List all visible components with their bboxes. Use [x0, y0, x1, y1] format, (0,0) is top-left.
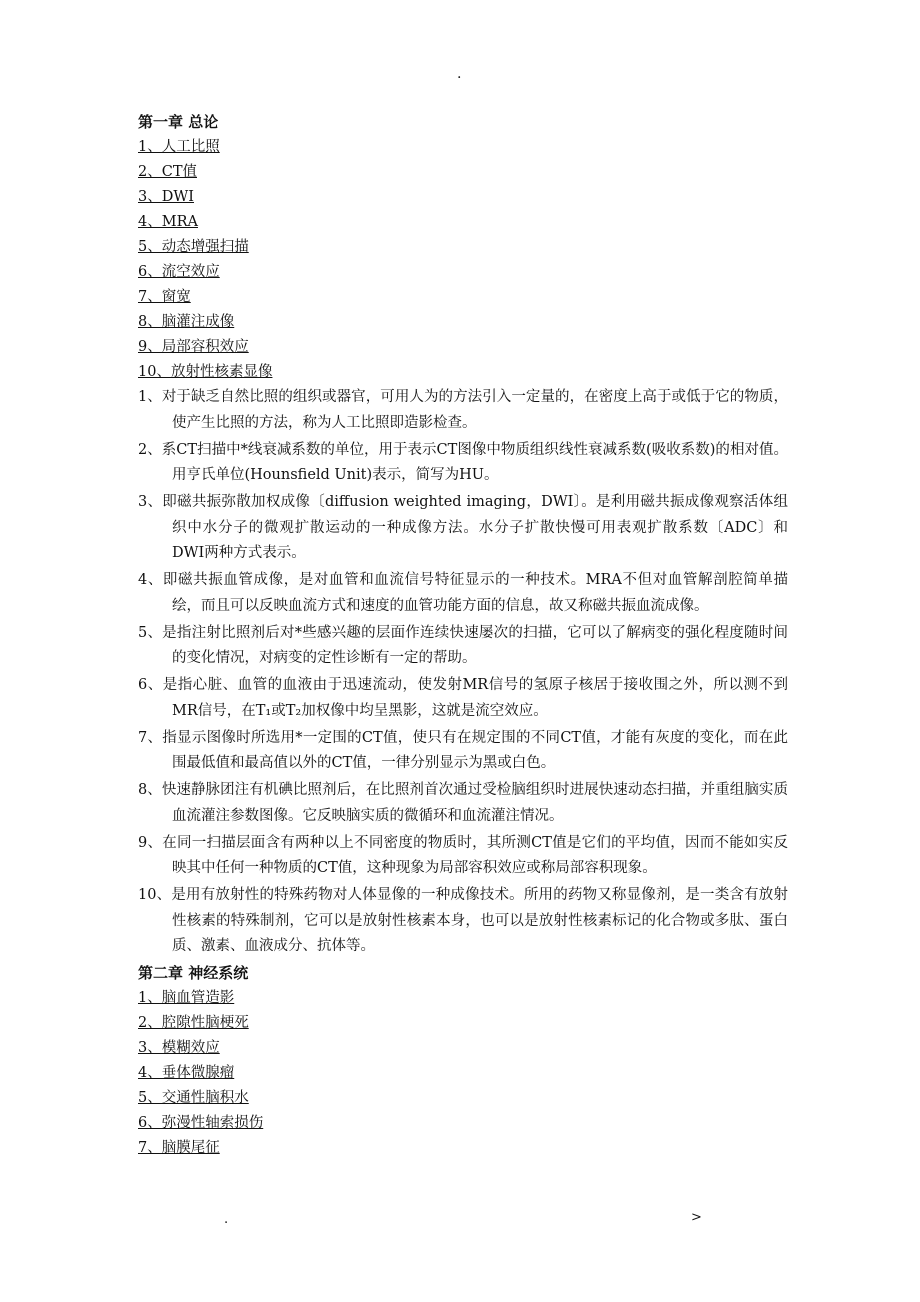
definition-item: 1、对于缺乏自然比照的组织或器官，可用人为的方法引入一定量的，在密度上高于或低于它的物质，使产生比照的方法，称为人工比照即造影检查。 — [138, 389, 788, 431]
term-item[interactable]: 3、DWI — [138, 189, 194, 205]
term-item[interactable]: 5、动态增强扫描 — [138, 239, 249, 255]
term-item[interactable]: 6、流空效应 — [138, 264, 220, 280]
document-body — [138, 110, 788, 1161]
term-item[interactable]: 3、模糊效应 — [138, 1040, 220, 1056]
term-item[interactable]: 7、脑膜尾征 — [138, 1140, 220, 1156]
chapter1-definitions — [138, 385, 788, 960]
footer-mark-left: . — [224, 1212, 229, 1227]
chapter1-title: 第一章 总论 — [138, 113, 219, 131]
definition-item: 7、指显示图像时所选用*一定围的CT值，使只有在规定围的不同CT值，才能有灰度的变化，而在此围最低值和最高值以外的CT值，一律分别显示为黑或白色。 — [138, 729, 788, 771]
chapter1-terms — [138, 135, 788, 385]
footer-mark-right: > — [691, 1210, 702, 1225]
definition-item: 5、是指注射比照剂后对*些感兴趣的层面作连续快速屡次的扫描，它可以了解病变的强化程度随时间的变化情况，对病变的定性诊断有一定的帮助。 — [138, 624, 788, 666]
definition-item: 10、是用有放射性的特殊药物对人体显像的一种成像技术。所用的药物又称显像剂，是一类含有放射性核素的特殊制剂，它可以是放射性核素本身，也可以是放射性核素标记的化合物或多肽、蛋白质、激素、血液成分、抗体等。 — [138, 887, 788, 954]
definition-item: 4、即磁共振血管成像，是对血管和血流信号特征显示的一种技术。MRA不但对血管解剖腔简单描绘，而且可以反映血流方式和速度的血管功能方面的信息，故又称磁共振血流成像。 — [138, 572, 788, 614]
term-item[interactable]: 7、窗宽 — [138, 289, 191, 305]
term-item[interactable]: 10、放射性核素显像 — [138, 364, 273, 380]
chapter2-title: 第二章 神经系统 — [138, 964, 249, 982]
definition-item: 8、快速静脉团注有机碘比照剂后，在比照剂首次通过受检脑组织时进展快速动态扫描，并重组脑实质血流灌注参数图像。它反映脑实质的微循环和血流灌注情况。 — [138, 782, 788, 824]
term-item[interactable]: 2、CT值 — [138, 164, 197, 180]
term-item[interactable]: 4、垂体微腺瘤 — [138, 1065, 235, 1081]
term-item[interactable]: 6、弥漫性轴索损伤 — [138, 1115, 264, 1131]
definition-item: 2、系CT扫描中*线衰减系数的单位，用于表示CT图像中物质组织线性衰减系数(吸收系数)的相对值。用亨氏单位(Hounsfield Unit)表示，简写为HU。 — [138, 441, 788, 483]
term-item[interactable]: 5、交通性脑积水 — [138, 1090, 249, 1106]
definition-item: 9、在同一扫描层面含有两种以上不同密度的物质时，其所测CT值是它们的平均值，因而不能如实反映其中任何一种物质的CT值，这种现象为局部容积效应或称局部容积现象。 — [138, 834, 788, 876]
definition-item: 6、是指心脏、血管的血液由于迅速流动，使发射MR信号的氢原子核居于接收围之外，所以测不到MR信号，在T₁或T₂加权像中均呈黑影，这就是流空效应。 — [138, 677, 788, 719]
term-item[interactable]: 1、人工比照 — [138, 139, 220, 155]
term-item[interactable]: 9、局部容积效应 — [138, 339, 249, 355]
chapter2-terms — [138, 986, 788, 1161]
header-mark: . — [457, 66, 462, 82]
term-item[interactable]: 2、腔隙性脑梗死 — [138, 1015, 249, 1031]
definition-item: 3、即磁共振弥散加权成像〔diffusion weighted imaging，DWI〕。是利用磁共振成像观察活体组织中水分子的微观扩散运动的一种成像方法。水分子扩散快慢可用表观扩散系数〔ADC〕和DWI两种方式表示。 — [138, 494, 788, 561]
term-item[interactable]: 1、脑血管造影 — [138, 990, 235, 1006]
term-item[interactable]: 8、脑灌注成像 — [138, 314, 235, 330]
term-item[interactable]: 4、MRA — [138, 214, 198, 230]
